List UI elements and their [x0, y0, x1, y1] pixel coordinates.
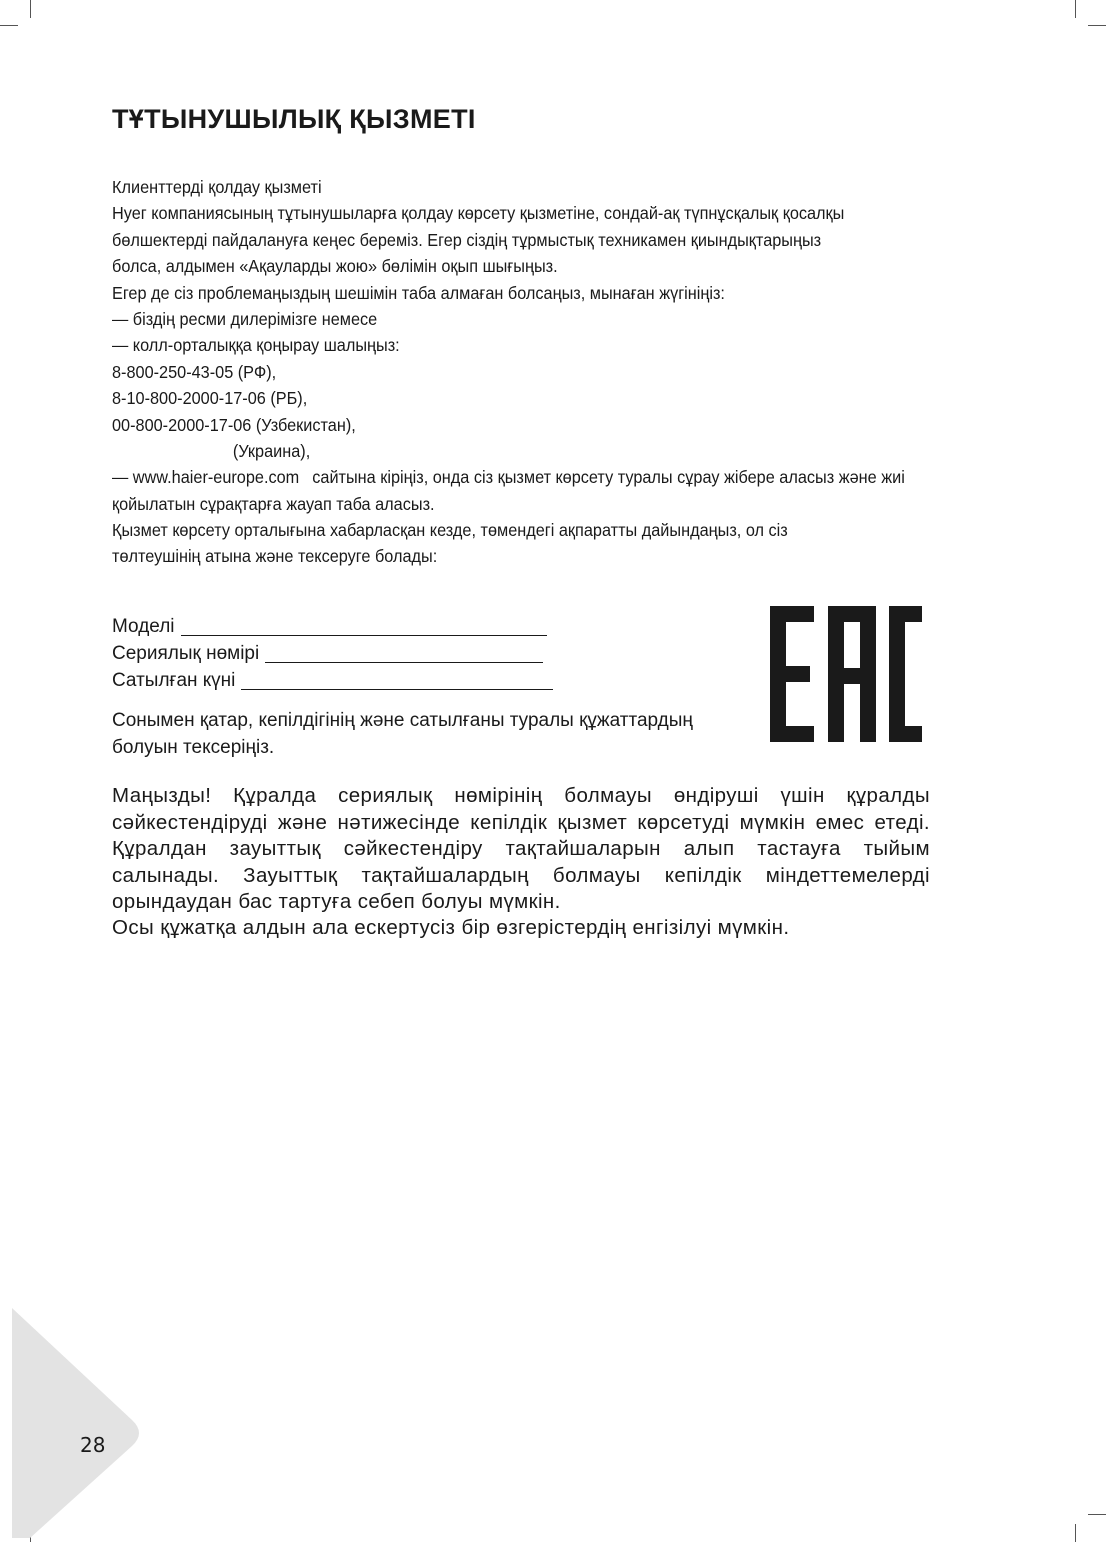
- page-number: 28: [80, 1433, 106, 1457]
- body-line: Қызмет көрсету орталығына хабарласқан кезде, төмендегі ақпаратты дайындаңыз, ол сіз: [112, 520, 788, 541]
- crop-mark: [1075, 0, 1076, 18]
- crop-mark: [30, 0, 31, 18]
- website-line-text: сайтына кіріңіз, онда сіз қызмет көрсету туралы сұрау жібере аласыз және жиі: [312, 467, 905, 488]
- crop-mark: [1088, 1514, 1106, 1515]
- body-line: төлтеушінің атына және тексеруге болады:: [112, 546, 438, 567]
- page-corner-tab: [12, 1308, 144, 1538]
- body-line: қойылатын сұрақтарға жауап таба аласыз.: [112, 493, 435, 514]
- body-line: Нуег компаниясының тұтынушыларға қолдау көрсету қызметіне, сондай-ақ түпнұсқалық қосалқы: [112, 203, 845, 224]
- also-check-text: Сонымен қатар, кепілдігінің және сатылғаны туралы құжаттардың болуын тексеріңіз.: [112, 710, 693, 758]
- form-row-model: [112, 613, 553, 640]
- serial-label: Сериялық нөмірі: [112, 643, 260, 664]
- body-line: Клиенттерді қолдау қызметі: [112, 177, 322, 197]
- form-row-serial: [112, 640, 553, 667]
- sale-date-label: Сатылған күні: [112, 670, 236, 691]
- important-note: Маңызды! Құралда сериялық нөмірінің болмауы өндіруші үшін құралды сәйкестендіруді және нәтижесінде кепілдік қызмет көрсетуді мүмкін емес етеді. Құралдан зауыттық сәйкестендіру тақтайшаларын алып тастауға тыйым салынады. Зауыттық тақтайшалардың болмауы кепілдік міндеттемелерді орындаудан бас тартуға себеп болуы мүмкін.: [112, 784, 930, 913]
- body-line: — колл-орталыққа қоңырау шалыңыз:: [112, 335, 400, 356]
- sale-date-blank[interactable]: [241, 669, 553, 690]
- body-line: болса, алдымен «Ақауларды жою» бөлімін оқып шығыңыз.: [112, 256, 558, 277]
- phone-line: 8-10-800-2000-17-06 (РБ),: [112, 388, 308, 409]
- change-notice: Осы құжатқа алдын ала ескертусіз бір өзгерістердің енгізілуі мүмкін.: [112, 916, 790, 939]
- form-row-date: [112, 667, 553, 694]
- crop-mark: [1075, 1524, 1076, 1542]
- body-line: бөлшектерді пайдалануға кеңес береміз. Егер сіздің тұрмыстық техникамен қиындықтарыңыз: [112, 229, 822, 250]
- page-title: ТҰТЫНУШЫЛЫҚ ҚЫЗМЕТІ: [112, 104, 476, 134]
- model-blank[interactable]: [181, 615, 547, 636]
- serial-blank[interactable]: [265, 642, 543, 663]
- phone-line-ukraine: (Украина),: [232, 440, 311, 461]
- website-line: [112, 464, 949, 490]
- body-text: [112, 174, 1012, 570]
- crop-mark: [1088, 25, 1106, 26]
- phone-line: 00-800-2000-17-06 (Узбекистан),: [112, 414, 356, 435]
- model-label: Моделі: [112, 616, 175, 637]
- body-line: Егер де сіз проблемаңыздың шешімін таба алмаған болсаңыз, мынаған жүгініңіз:: [112, 282, 725, 303]
- eac-logo: [770, 606, 922, 742]
- product-info-form: [112, 613, 553, 694]
- body-line: — біздің ресми дилерімізге немесе: [112, 308, 378, 329]
- website-link[interactable]: — www.haier-europe.com: [112, 467, 300, 488]
- phone-line: 8-800-250-43-05 (РФ),: [112, 361, 277, 382]
- crop-mark: [0, 25, 18, 26]
